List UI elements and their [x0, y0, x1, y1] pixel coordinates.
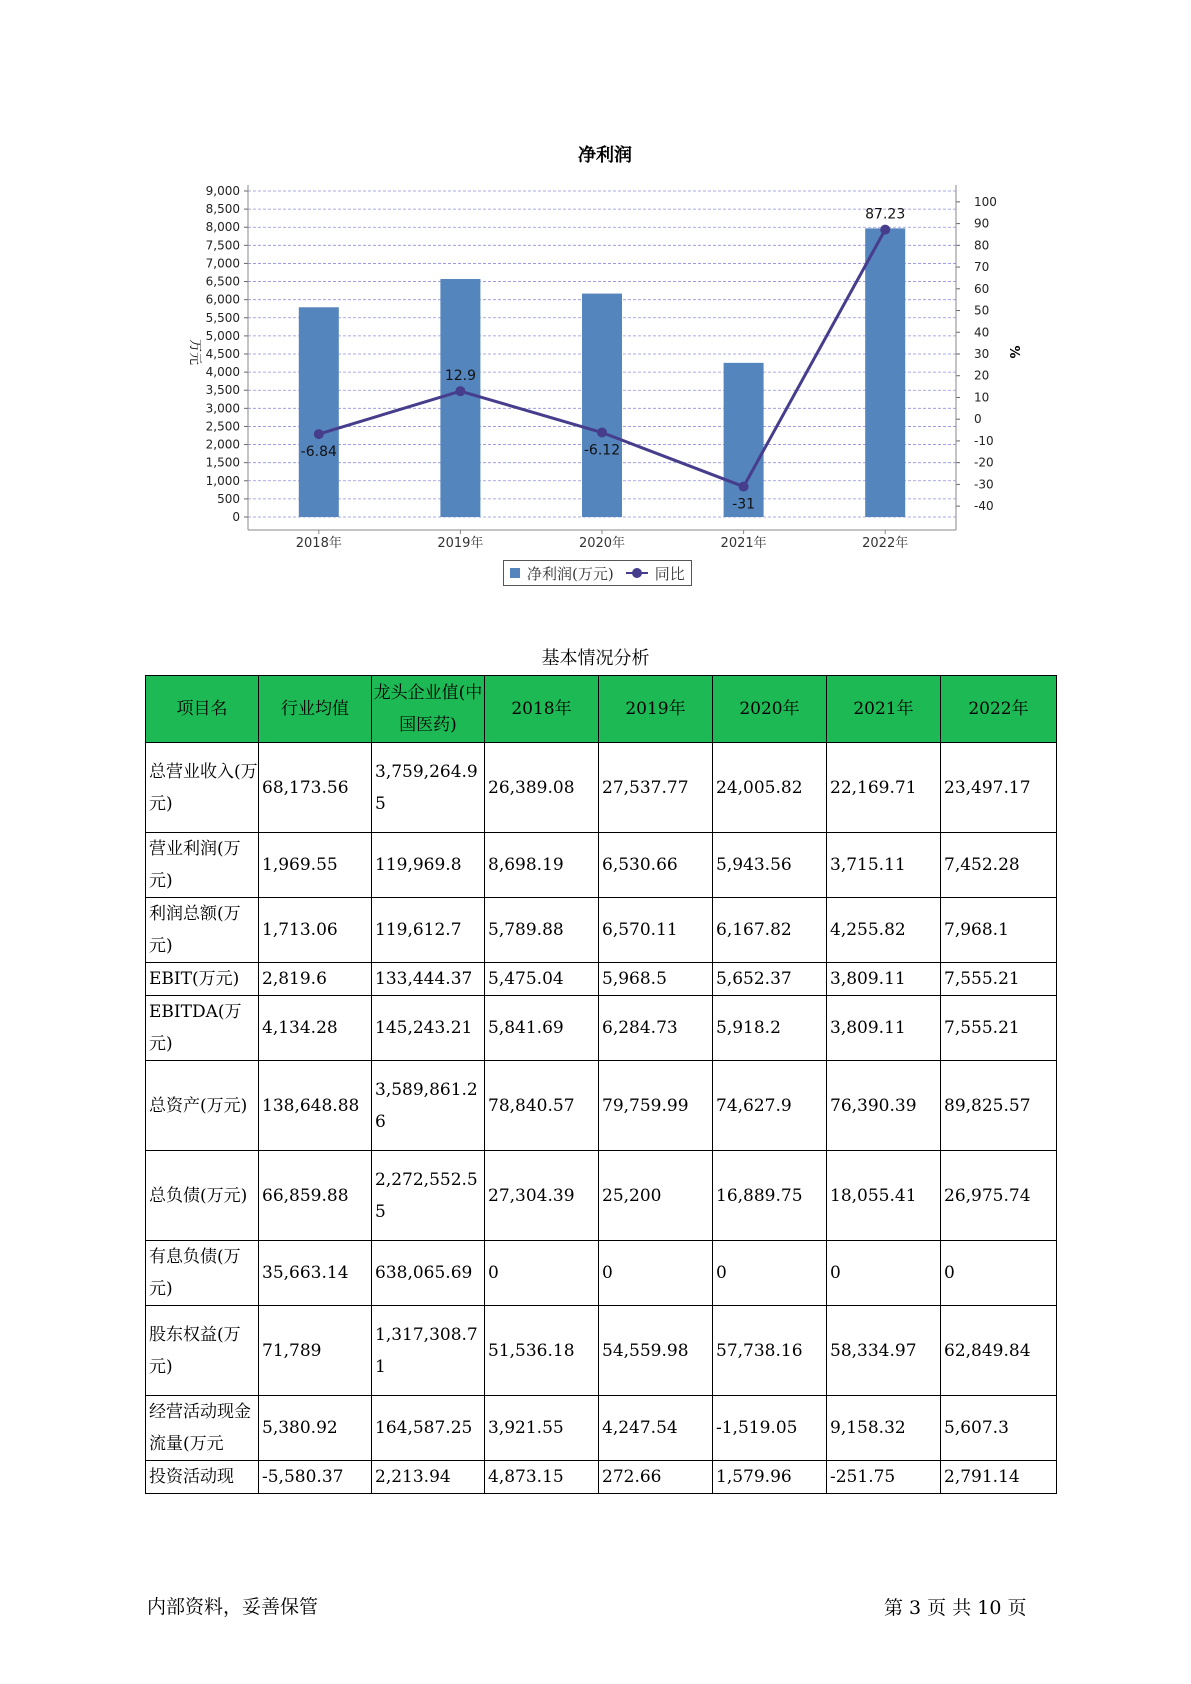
- net-profit-chart: [0, 0, 1191, 600]
- value-cell: -1,519.05: [713, 1396, 827, 1461]
- row-label-cell: EBIT(万元): [146, 963, 259, 996]
- table-header-cell: 项目名: [146, 676, 259, 743]
- value-cell: 79,759.99: [599, 1061, 713, 1151]
- x-tick-label: 2019年: [437, 536, 484, 551]
- value-cell: 1,713.06: [259, 898, 372, 963]
- row-label-cell: 总负债(万元): [146, 1151, 259, 1241]
- y-tick-label: 3,000: [205, 401, 240, 416]
- y-tick-label: 5,000: [205, 328, 240, 343]
- y-tick-label: 500: [217, 491, 240, 506]
- value-cell: 138,648.88: [259, 1061, 372, 1151]
- yoy-point: [597, 428, 607, 438]
- yoy-point: [455, 386, 465, 396]
- value-cell: 272.66: [599, 1461, 713, 1494]
- y-tick-label: 6,000: [205, 292, 240, 307]
- bar: [865, 228, 905, 517]
- value-cell: 119,612.7: [372, 898, 485, 963]
- value-cell: 5,918.2: [713, 996, 827, 1061]
- value-cell: 74,627.9: [713, 1061, 827, 1151]
- value-cell: 638,065.69: [372, 1241, 485, 1306]
- x-tick-label: 2022年: [862, 536, 909, 551]
- value-cell: 3,589,861.26: [372, 1061, 485, 1151]
- y2-tick-label: 10: [974, 390, 990, 405]
- value-cell: 1,579.96: [713, 1461, 827, 1494]
- footer-page-number: 第 3 页 共 10 页: [884, 1597, 1027, 1619]
- table-header-cell: 2019年: [599, 676, 713, 743]
- y-tick-label: 0: [232, 510, 240, 524]
- y2-tick-label: 20: [974, 368, 990, 383]
- value-cell: 145,243.21: [372, 996, 485, 1061]
- table-row: [146, 996, 1057, 1061]
- value-cell: 23,497.17: [941, 743, 1057, 833]
- table-row: [146, 833, 1057, 898]
- chart-svg: [0, 0, 1191, 600]
- y2-tick-label: 0: [974, 412, 982, 427]
- y2-tick-label: 50: [974, 303, 990, 318]
- yoy-point: [880, 225, 890, 235]
- bar: [440, 279, 480, 517]
- row-label-cell: 营业利润(万元): [146, 833, 259, 898]
- value-cell: 0: [827, 1241, 941, 1306]
- y-tick-label: 4,000: [205, 365, 240, 380]
- value-cell: 0: [485, 1241, 599, 1306]
- value-cell: 2,819.6: [259, 963, 372, 996]
- table-header-cell: 2022年: [941, 676, 1057, 743]
- value-cell: 1,969.55: [259, 833, 372, 898]
- value-cell: 6,167.82: [713, 898, 827, 963]
- value-cell: 2,272,552.55: [372, 1151, 485, 1241]
- table-header-row: [146, 676, 1057, 743]
- row-label-cell: 总营业收入(万元): [146, 743, 259, 833]
- table-header-cell: 行业均值: [259, 676, 372, 743]
- value-cell: 119,969.8: [372, 833, 485, 898]
- value-cell: 78,840.57: [485, 1061, 599, 1151]
- value-cell: 89,825.57: [941, 1061, 1057, 1151]
- bar: [582, 294, 622, 517]
- legend-bar-swatch: [510, 568, 520, 578]
- legend-bar-label: 净利润(万元): [527, 564, 614, 583]
- value-cell: 7,452.28: [941, 833, 1057, 898]
- table-caption: 基本情况分析: [541, 648, 650, 669]
- value-cell: 22,169.71: [827, 743, 941, 833]
- value-cell: 35,663.14: [259, 1241, 372, 1306]
- value-cell: 4,134.28: [259, 996, 372, 1061]
- value-cell: 3,809.11: [827, 996, 941, 1061]
- table-body: [146, 743, 1057, 1494]
- chart-title: 净利润: [578, 145, 632, 166]
- yoy-point: [739, 482, 749, 492]
- value-cell: 76,390.39: [827, 1061, 941, 1151]
- y-tick-label: 1,000: [205, 473, 240, 488]
- value-cell: 7,555.21: [941, 996, 1057, 1061]
- x-tick-label: 2020年: [578, 536, 626, 551]
- value-cell: 2,791.14: [941, 1461, 1057, 1494]
- table-row: [146, 898, 1057, 963]
- y-tick-label: 3,500: [205, 383, 240, 398]
- y2-tick-label: 30: [974, 347, 990, 361]
- y2-tick-label: -40: [974, 499, 994, 514]
- value-cell: 25,200: [599, 1151, 713, 1241]
- value-cell: 5,943.56: [713, 833, 827, 898]
- y-tick-label: 5,500: [205, 310, 240, 325]
- yoy-data-label: -6.12: [583, 442, 621, 459]
- y2-tick-label: 40: [974, 325, 990, 340]
- value-cell: 16,889.75: [713, 1151, 827, 1241]
- table-row: [146, 743, 1057, 833]
- y-tick-label: 7,500: [205, 238, 240, 253]
- value-cell: 3,715.11: [827, 833, 941, 898]
- yoy-data-label: -6.84: [300, 444, 337, 461]
- row-label-cell: EBITDA(万元): [146, 996, 259, 1061]
- table-header-cell: 2020年: [713, 676, 827, 743]
- bar: [724, 363, 764, 517]
- value-cell: 5,789.88: [485, 898, 599, 963]
- table-header-cell: 2021年: [827, 676, 941, 743]
- value-cell: 5,607.3: [941, 1396, 1057, 1461]
- footer-confidential: 内部资料，妥善保管: [147, 1596, 319, 1618]
- table-row: [146, 1461, 1057, 1494]
- y-tick-label: 6,500: [205, 274, 240, 289]
- basic-analysis-table: [145, 675, 1057, 1494]
- value-cell: 24,005.82: [713, 743, 827, 833]
- y-tick-label: 2,500: [205, 419, 240, 434]
- value-cell: 27,304.39: [485, 1151, 599, 1241]
- value-cell: 4,247.54: [599, 1396, 713, 1461]
- value-cell: 164,587.25: [372, 1396, 485, 1461]
- value-cell: 62,849.84: [941, 1306, 1057, 1396]
- table-header-cell: 2018年: [485, 676, 599, 743]
- value-cell: 7,555.21: [941, 963, 1057, 996]
- value-cell: 5,380.92: [259, 1396, 372, 1461]
- value-cell: 4,255.82: [827, 898, 941, 963]
- value-cell: 71,789: [259, 1306, 372, 1396]
- yoy-data-label: -31: [732, 496, 756, 513]
- value-cell: 58,334.97: [827, 1306, 941, 1396]
- row-label-cell: 利润总额(万元): [146, 898, 259, 963]
- yoy-data-label: 87.23: [865, 206, 906, 223]
- value-cell: 2,213.94: [372, 1461, 485, 1494]
- value-cell: 8,698.19: [485, 833, 599, 898]
- y-tick-label: 1,500: [205, 455, 240, 470]
- value-cell: 26,975.74: [941, 1151, 1057, 1241]
- y2-tick-label: -10: [974, 433, 994, 448]
- row-label-cell: 有息负债(万元): [146, 1241, 259, 1306]
- table-row: [146, 1306, 1057, 1396]
- value-cell: 3,921.55: [485, 1396, 599, 1461]
- table-row: [146, 963, 1057, 996]
- bar: [299, 307, 339, 517]
- table-row: [146, 1061, 1057, 1151]
- value-cell: 0: [941, 1241, 1057, 1306]
- y2-tick-label: 80: [974, 238, 990, 253]
- legend-line-swatch: [626, 568, 648, 578]
- value-cell: 66,859.88: [259, 1151, 372, 1241]
- value-cell: 6,530.66: [599, 833, 713, 898]
- value-cell: 6,570.11: [599, 898, 713, 963]
- value-cell: 5,652.37: [713, 963, 827, 996]
- y2-tick-label: 90: [974, 216, 990, 231]
- value-cell: 1,317,308.71: [372, 1306, 485, 1396]
- y-tick-label: 8,000: [205, 220, 240, 235]
- value-cell: 9,158.32: [827, 1396, 941, 1461]
- x-tick-label: 2021年: [720, 536, 767, 551]
- value-cell: 3,809.11: [827, 963, 941, 996]
- value-cell: 5,475.04: [485, 963, 599, 996]
- y-tick-label: 4,500: [205, 347, 240, 361]
- y2-tick-label: -20: [974, 455, 994, 470]
- value-cell: 51,536.18: [485, 1306, 599, 1396]
- value-cell: 68,173.56: [259, 743, 372, 833]
- value-cell: 5,841.69: [485, 996, 599, 1061]
- table-header-cell: 龙头企业值(中国医药): [372, 676, 485, 743]
- y-tick-label: 9,000: [205, 184, 240, 198]
- y-axis-label: 万元: [187, 338, 202, 366]
- value-cell: 57,738.16: [713, 1306, 827, 1396]
- row-label-cell: 经营活动现金流量(万元: [146, 1396, 259, 1461]
- value-cell: 4,873.15: [485, 1461, 599, 1494]
- row-label-cell: 总资产(万元): [146, 1061, 259, 1151]
- value-cell: -251.75: [827, 1461, 941, 1494]
- value-cell: 7,968.1: [941, 898, 1057, 963]
- y2-tick-label: 60: [974, 281, 990, 296]
- y-tick-label: 8,500: [205, 202, 240, 217]
- y2-axis-label: %: [1006, 345, 1021, 359]
- value-cell: 0: [599, 1241, 713, 1306]
- value-cell: 133,444.37: [372, 963, 485, 996]
- value-cell: 0: [713, 1241, 827, 1306]
- row-label-cell: 股东权益(万元): [146, 1306, 259, 1396]
- value-cell: 3,759,264.95: [372, 743, 485, 833]
- y-tick-label: 2,000: [205, 437, 240, 452]
- y2-tick-label: 70: [974, 260, 990, 275]
- value-cell: 5,968.5: [599, 963, 713, 996]
- yoy-data-label: 12.9: [444, 368, 476, 385]
- y2-tick-label: -30: [974, 477, 994, 492]
- row-label-cell: 投资活动现: [146, 1461, 259, 1494]
- value-cell: 27,537.77: [599, 743, 713, 833]
- y-tick-label: 7,000: [205, 256, 240, 271]
- value-cell: 6,284.73: [599, 996, 713, 1061]
- table-row: [146, 1151, 1057, 1241]
- legend-line-label: 同比: [654, 564, 685, 583]
- value-cell: 18,055.41: [827, 1151, 941, 1241]
- value-cell: 54,559.98: [599, 1306, 713, 1396]
- x-tick-label: 2018年: [295, 536, 342, 551]
- table-row: [146, 1396, 1057, 1461]
- yoy-point: [314, 429, 324, 439]
- y2-tick-label: 100: [974, 194, 997, 209]
- value-cell: 26,389.08: [485, 743, 599, 833]
- value-cell: -5,580.37: [259, 1461, 372, 1494]
- table-row: [146, 1241, 1057, 1306]
- chart-legend: [503, 560, 692, 586]
